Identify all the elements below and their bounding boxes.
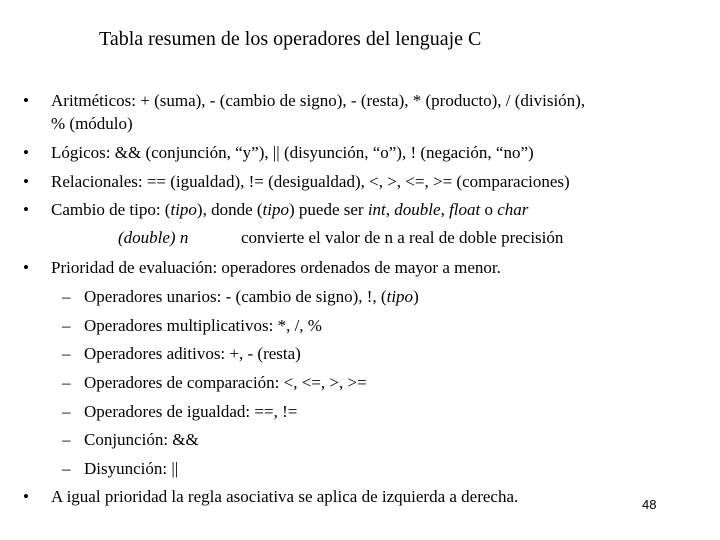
cast-example-description: convierte el valor de n a real de doble precisión: [241, 228, 564, 247]
type-cast-tipo: tipo: [170, 200, 197, 219]
type-double: double: [394, 200, 441, 219]
dash-marker: –: [62, 459, 71, 478]
type-int: int: [367, 200, 386, 219]
comparison-operators: Operadores de comparación: <, <=, >, >=: [84, 373, 367, 392]
page-number: 48: [642, 497, 657, 512]
cast-example-code: (double) n: [118, 228, 189, 247]
type-cast-text: Cambio de tipo: (: [51, 200, 171, 219]
unary-text: Operadores unarios: - (cambio de signo), !, (: [84, 287, 387, 306]
arithmetic-operators-line2: % (módulo): [51, 114, 133, 133]
logical-operators: Lógicos: && (conjunción, “y”), || (disyunción, “o”), ! (negación, “no”): [51, 143, 534, 162]
bullet-marker: •: [23, 258, 29, 277]
priority-heading: Prioridad de evaluación: operadores ordenados de mayor a menor.: [51, 258, 501, 277]
dash-marker: –: [62, 373, 71, 392]
type-cast-text: o: [480, 200, 498, 219]
disjunction-operator: Disyunción: ||: [84, 459, 179, 478]
unary-tipo: tipo: [386, 287, 414, 306]
type-cast-text: ,: [440, 200, 450, 219]
bullet-marker: •: [23, 172, 29, 191]
associativity-rule: A igual prioridad la regla asociativa se aplica de izquierda a derecha.: [51, 487, 519, 506]
additive-operators: Operadores aditivos: +, - (resta): [84, 344, 301, 363]
multiplicative-operators: Operadores multiplicativos: *, /, %: [84, 316, 322, 335]
slide-title: Tabla resumen de los operadores del lenguaje C: [99, 28, 482, 50]
bullet-marker: •: [23, 200, 29, 219]
unary-operators: [84, 287, 419, 307]
type-cast-text: ) puede ser: [289, 200, 368, 219]
dash-marker: –: [62, 430, 71, 449]
dash-marker: –: [62, 402, 71, 421]
type-char: char: [497, 200, 529, 219]
arithmetic-operators-line1: Aritméticos: + (suma), - (cambio de signo), - (resta), * (producto), / (división),: [51, 91, 586, 110]
bullet-marker: •: [23, 91, 29, 110]
bullet-marker: •: [23, 487, 29, 506]
dash-marker: –: [62, 316, 71, 335]
unary-text: ): [413, 287, 419, 306]
equality-operators: Operadores de igualdad: ==, !=: [84, 402, 298, 421]
type-cast-text: ), donde (: [196, 200, 263, 219]
type-float: float: [449, 200, 481, 219]
type-cast-line: [51, 200, 528, 220]
conjunction-operator: Conjunción: &&: [84, 430, 199, 449]
type-cast-tipo: tipo: [262, 200, 289, 219]
dash-marker: –: [62, 287, 71, 306]
relational-operators: Relacionales: == (igualdad), != (desigualdad), <, >, <=, >= (comparaciones): [51, 172, 570, 191]
dash-marker: –: [62, 344, 71, 363]
bullet-marker: •: [23, 143, 29, 162]
type-cast-text: ,: [385, 200, 395, 219]
